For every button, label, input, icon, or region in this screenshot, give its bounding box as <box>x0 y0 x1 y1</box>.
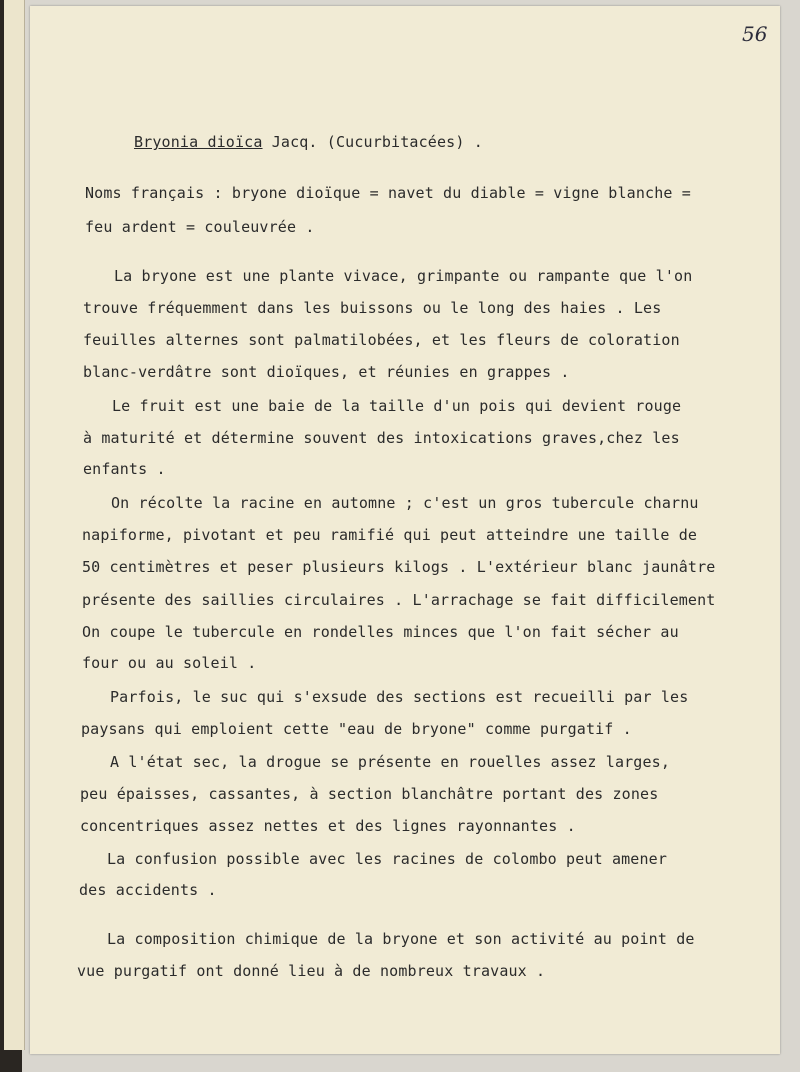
body-text-line: des accidents . <box>79 881 217 899</box>
body-text-line: Parfois, le suc qui s'exsude des sections est recueilli par les <box>110 688 689 706</box>
body-text-line: A l'état sec, la drogue se présente en rouelles assez larges, <box>110 753 671 771</box>
body-text-line: paysans qui emploient cette "eau de bryone" comme purgatif . <box>81 720 632 738</box>
body-text-line: feuilles alternes sont palmatilobées, et les fleurs de coloration <box>83 331 680 349</box>
previous-page-edge <box>4 0 25 1050</box>
french-names-line: Noms français : bryone dioïque = navet du diable = vigne blanche = <box>85 184 691 202</box>
body-text-line: blanc-verdâtre sont dioïques, et réunies en grappes . <box>83 363 570 381</box>
body-text-line: On coupe le tubercule en rondelles minces que l'on fait sécher au <box>82 623 679 641</box>
body-text-line: On récolte la racine en automne ; c'est un gros tubercule charnu <box>111 494 699 512</box>
page-number: 56 <box>742 22 768 46</box>
document-title <box>134 133 483 151</box>
body-text-line: vue purgatif ont donné lieu à de nombreux travaux . <box>77 962 546 980</box>
body-text-line: four ou au soleil . <box>82 654 257 672</box>
body-text-line: La bryone est une plante vivace, grimpante ou rampante que l'on <box>114 267 693 285</box>
document-page <box>30 6 780 1054</box>
body-text-line: enfants . <box>83 460 166 478</box>
body-text-line: peu épaisses, cassantes, à section blanchâtre portant des zones <box>80 785 659 803</box>
body-text-line: napiforme, pivotant et peu ramifié qui peut atteindre une taille de <box>82 526 698 544</box>
body-text-line: concentriques assez nettes et des lignes rayonnantes . <box>80 817 576 835</box>
body-text-line: Le fruit est une baie de la taille d'un pois qui devient rouge <box>112 397 682 415</box>
title-species: Bryonia dioïca <box>134 133 263 151</box>
body-text-line: à maturité et détermine souvent des intoxications graves,chez les <box>83 429 680 447</box>
body-text-line: présente des saillies circulaires . L'arrachage se fait difficilement <box>82 591 716 609</box>
french-names-line: feu ardent = couleuvrée . <box>85 218 315 236</box>
title-family: Jacq. (Cucurbitacées) . <box>262 133 483 151</box>
body-text-line: La confusion possible avec les racines de colombo peut amener <box>107 850 668 868</box>
body-text-line: trouve fréquemment dans les buissons ou le long des haies . Les <box>83 299 662 317</box>
body-text-line: 50 centimètres et peser plusieurs kilogs . L'extérieur blanc jaunâtre <box>82 558 716 576</box>
body-text-line: La composition chimique de la bryone et son activité au point de <box>107 930 695 948</box>
